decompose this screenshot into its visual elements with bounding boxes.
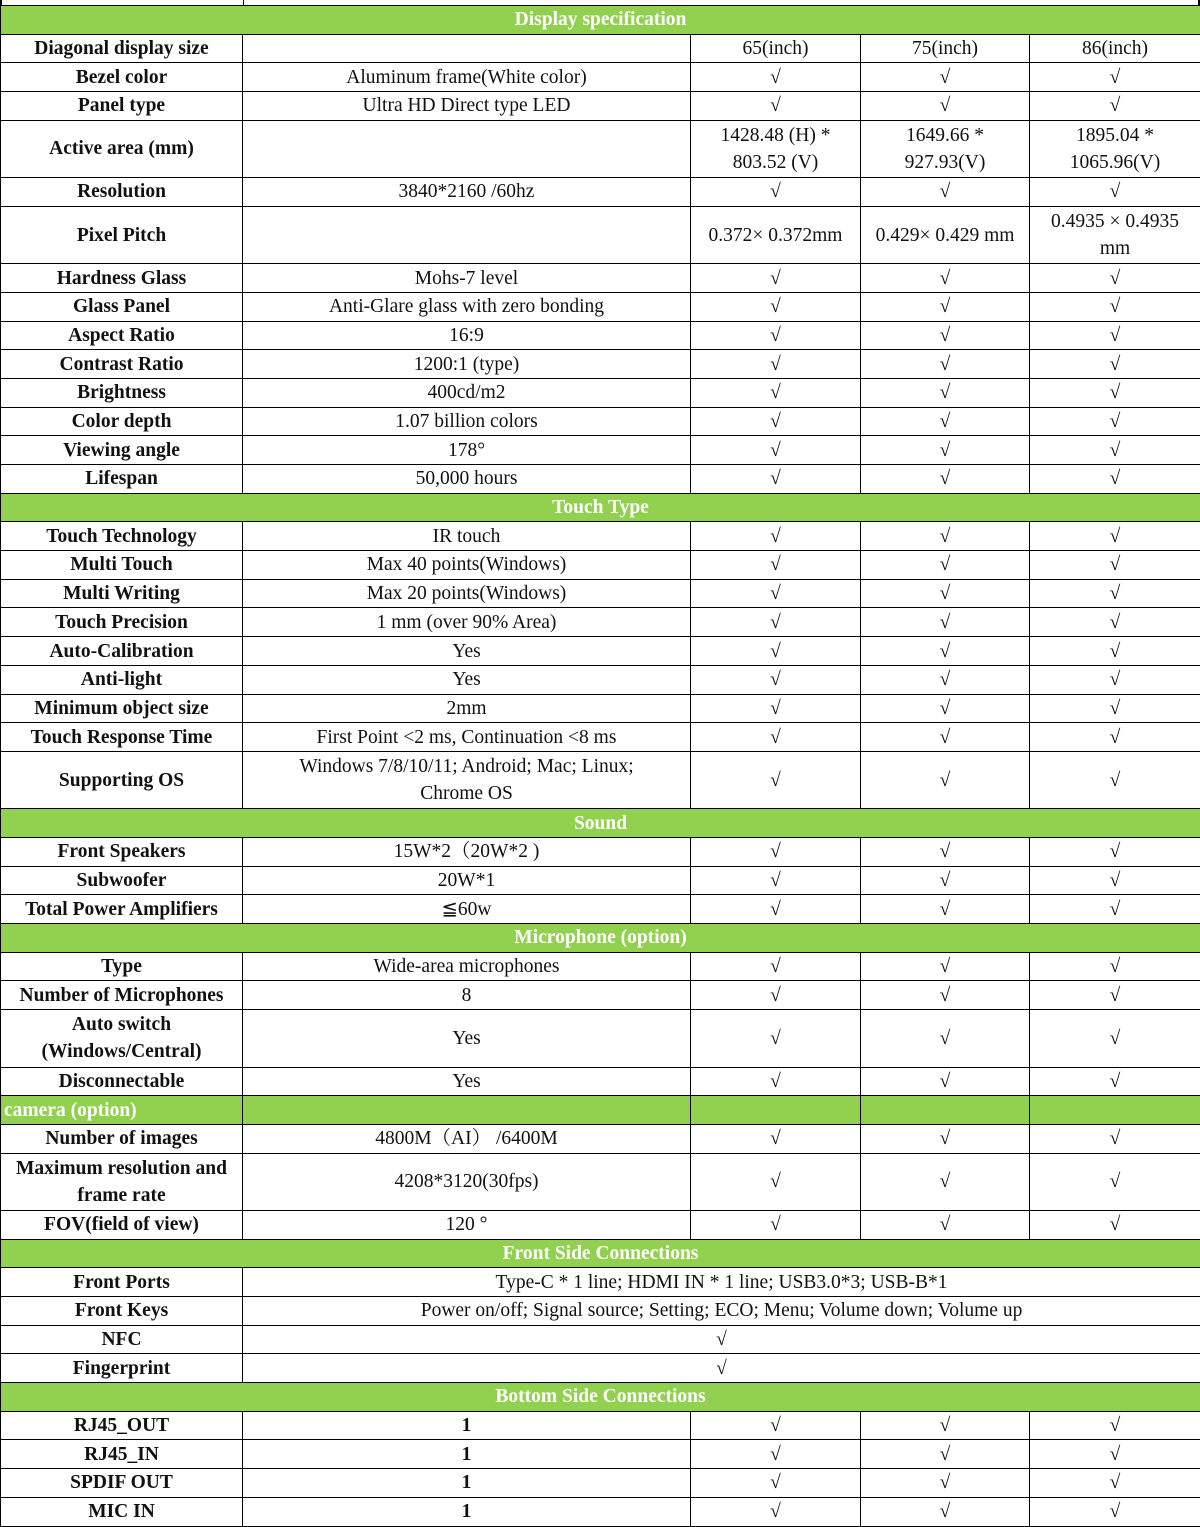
- value-65-inch: √: [691, 63, 861, 92]
- value-86-inch: 1895.04 * 1065.96(V): [1030, 120, 1200, 177]
- spec-value: 4208*3120(30fps): [243, 1153, 691, 1210]
- value-65-inch: √: [691, 637, 861, 666]
- value-86-inch: √: [1030, 378, 1200, 407]
- value-65-inch: √: [691, 579, 861, 608]
- value-86-inch: √: [1030, 92, 1200, 121]
- spec-label: Touch Response Time: [1, 723, 243, 752]
- table-row: [1, 1354, 1200, 1383]
- section-title: Bottom Side Connections: [1, 1383, 1200, 1412]
- spec-value: ≦60w: [243, 895, 691, 924]
- value-86-inch: √: [1030, 321, 1200, 350]
- value-86-inch: 0.4935 × 0.4935 mm: [1030, 206, 1200, 263]
- spec-label: RJ45_IN: [1, 1440, 243, 1469]
- table-row: [1, 694, 1200, 723]
- value-75-inch: √: [861, 866, 1030, 895]
- value-65-inch: [691, 1096, 861, 1125]
- spec-value: 1 mm (over 90% Area): [243, 608, 691, 637]
- table-row: [1, 1297, 1200, 1326]
- spec-label: Front Speakers: [1, 837, 243, 866]
- value-75-inch: √: [861, 637, 1030, 666]
- value-65-inch: √: [691, 350, 861, 379]
- value-86-inch: √: [1030, 837, 1200, 866]
- value-75-inch: √: [861, 665, 1030, 694]
- table-row: [1, 407, 1200, 436]
- spec-label: Multi Touch: [1, 551, 243, 580]
- value-75-inch: √: [861, 895, 1030, 924]
- spec-label: Auto switch (Windows/Central): [1, 1010, 243, 1067]
- spec-label: Lifespan: [1, 465, 243, 494]
- spec-value: 1200:1 (type): [243, 350, 691, 379]
- spec-label: Contrast Ratio: [1, 350, 243, 379]
- spec-value: [243, 206, 691, 263]
- table-row: [1, 551, 1200, 580]
- spec-value: 16:9: [243, 321, 691, 350]
- table-row: [1, 1268, 1200, 1297]
- spec-value: 3840*2160 /60hz: [243, 178, 691, 207]
- value-75-inch: √: [861, 952, 1030, 981]
- value-86-inch: √: [1030, 1153, 1200, 1210]
- table-row: [1, 895, 1200, 924]
- table-row: [1, 1124, 1200, 1153]
- table-row: [1, 608, 1200, 637]
- spec-label: Aspect Ratio: [1, 321, 243, 350]
- spec-value: IR touch: [243, 522, 691, 551]
- value-75-inch: √: [861, 1124, 1030, 1153]
- value-86-inch: √: [1030, 1497, 1200, 1526]
- spec-label: Active area (mm): [1, 120, 243, 177]
- spec-value: 178°: [243, 436, 691, 465]
- spec-value: 1: [243, 1411, 691, 1440]
- value-65-inch: √: [691, 321, 861, 350]
- section-title: Microphone (option): [1, 924, 1200, 953]
- value-75-inch: √: [861, 981, 1030, 1010]
- value-86-inch: √: [1030, 522, 1200, 551]
- spec-value: Wide-area microphones: [243, 952, 691, 981]
- section-header-camera: [1, 1096, 1200, 1125]
- value-75-inch: √: [861, 292, 1030, 321]
- value-75-inch: √: [861, 178, 1030, 207]
- value-86-inch: √: [1030, 551, 1200, 580]
- spec-value: √: [243, 1354, 1200, 1383]
- value-65-inch: √: [691, 866, 861, 895]
- value-65-inch: √: [691, 1411, 861, 1440]
- spec-label: Type: [1, 952, 243, 981]
- value-65-inch: √: [691, 292, 861, 321]
- spec-value: Mohs-7 level: [243, 264, 691, 293]
- spec-label: FOV(field of view): [1, 1210, 243, 1239]
- spec-label: Total Power Amplifiers: [1, 895, 243, 924]
- value-86-inch: √: [1030, 1067, 1200, 1096]
- spec-value: Yes: [243, 1067, 691, 1096]
- table-row: [1, 1469, 1200, 1498]
- spec-label: NFC: [1, 1325, 243, 1354]
- table-row: [1, 866, 1200, 895]
- value-65-inch: √: [691, 1469, 861, 1498]
- spec-label: Touch Precision: [1, 608, 243, 637]
- value-65-inch: √: [691, 837, 861, 866]
- value-75-inch: √: [861, 1153, 1030, 1210]
- value-65-inch: 0.372× 0.372mm: [691, 206, 861, 263]
- value-86-inch: √: [1030, 1010, 1200, 1067]
- value-75-inch: √: [861, 579, 1030, 608]
- table-row: [1, 350, 1200, 379]
- value-86-inch: √: [1030, 350, 1200, 379]
- value-75-inch: √: [861, 723, 1030, 752]
- value-65-inch: √: [691, 92, 861, 121]
- value-86-inch: √: [1030, 579, 1200, 608]
- spec-label: Multi Writing: [1, 579, 243, 608]
- spec-value: [243, 1096, 691, 1125]
- value-86-inch: √: [1030, 895, 1200, 924]
- table-row: [1, 1325, 1200, 1354]
- value-75-inch: √: [861, 63, 1030, 92]
- spec-label: Bezel color: [1, 63, 243, 92]
- value-86-inch: √: [1030, 723, 1200, 752]
- value-86-inch: √: [1030, 178, 1200, 207]
- table-row: [1, 436, 1200, 465]
- value-65-inch: √: [691, 723, 861, 752]
- value-65-inch: √: [691, 1010, 861, 1067]
- value-75-inch: √: [861, 1469, 1030, 1498]
- spec-value: 4800M（AI） /6400M: [243, 1124, 691, 1153]
- spec-value: Max 20 points(Windows): [243, 579, 691, 608]
- spec-value: Yes: [243, 665, 691, 694]
- value-86-inch: √: [1030, 608, 1200, 637]
- spec-label: Front Ports: [1, 1268, 243, 1297]
- section-header-front-side-connections: [1, 1239, 1200, 1268]
- table-row: [1, 120, 1200, 177]
- table-row: [1, 292, 1200, 321]
- table-row: [1, 178, 1200, 207]
- value-65-inch: 65(inch): [691, 34, 861, 63]
- value-86-inch: √: [1030, 1124, 1200, 1153]
- table-row: [1, 92, 1200, 121]
- value-86-inch: √: [1030, 1469, 1200, 1498]
- value-65-inch: √: [691, 694, 861, 723]
- value-75-inch: √: [861, 1440, 1030, 1469]
- spec-label: camera (option): [1, 1096, 243, 1125]
- spec-label: Anti-light: [1, 665, 243, 694]
- table-row: [1, 522, 1200, 551]
- value-86-inch: [1030, 1096, 1200, 1125]
- value-65-inch: √: [691, 407, 861, 436]
- value-86-inch: √: [1030, 981, 1200, 1010]
- spec-value: √: [243, 1325, 1200, 1354]
- table-top-edge: [0, 0, 1200, 5]
- spec-label: Color depth: [1, 407, 243, 436]
- value-75-inch: √: [861, 1210, 1030, 1239]
- section-header-touch-type: [1, 493, 1200, 522]
- table-row: [1, 637, 1200, 666]
- value-86-inch: √: [1030, 637, 1200, 666]
- value-65-inch: √: [691, 1153, 861, 1210]
- spec-label: Number of images: [1, 1124, 243, 1153]
- value-75-inch: √: [861, 551, 1030, 580]
- spec-label: Minimum object size: [1, 694, 243, 723]
- value-86-inch: √: [1030, 751, 1200, 808]
- value-65-inch: √: [691, 608, 861, 637]
- value-75-inch: 75(inch): [861, 34, 1030, 63]
- value-75-inch: √: [861, 522, 1030, 551]
- table-row: [1, 321, 1200, 350]
- value-86-inch: √: [1030, 292, 1200, 321]
- table-row: [1, 579, 1200, 608]
- spec-value: Aluminum frame(White color): [243, 63, 691, 92]
- spec-value: 50,000 hours: [243, 465, 691, 494]
- spec-value: Windows 7/8/10/11; Android; Mac; Linux; Chrome OS: [243, 751, 691, 808]
- table-row: [1, 952, 1200, 981]
- table-row: [1, 665, 1200, 694]
- value-65-inch: √: [691, 981, 861, 1010]
- value-65-inch: √: [691, 1210, 861, 1239]
- section-header-bottom-side-connections: [1, 1383, 1200, 1412]
- table-row: [1, 1497, 1200, 1526]
- spec-value: 8: [243, 981, 691, 1010]
- value-65-inch: √: [691, 1497, 861, 1526]
- spec-label: Brightness: [1, 378, 243, 407]
- value-86-inch: √: [1030, 1411, 1200, 1440]
- spec-label: Pixel Pitch: [1, 206, 243, 263]
- section-title: Display specification: [1, 6, 1200, 35]
- table-row: [1, 264, 1200, 293]
- value-86-inch: 86(inch): [1030, 34, 1200, 63]
- spec-label: Subwoofer: [1, 866, 243, 895]
- spec-value: 20W*1: [243, 866, 691, 895]
- spec-label: Viewing angle: [1, 436, 243, 465]
- table-row: [1, 1210, 1200, 1239]
- value-65-inch: √: [691, 264, 861, 293]
- value-75-inch: √: [861, 321, 1030, 350]
- value-75-inch: √: [861, 264, 1030, 293]
- spec-label: Auto-Calibration: [1, 637, 243, 666]
- value-65-inch: √: [691, 378, 861, 407]
- value-65-inch: √: [691, 952, 861, 981]
- spec-value: 2mm: [243, 694, 691, 723]
- value-65-inch: √: [691, 895, 861, 924]
- value-65-inch: √: [691, 665, 861, 694]
- spec-value: Ultra HD Direct type LED: [243, 92, 691, 121]
- table-row: [1, 378, 1200, 407]
- section-title: Touch Type: [1, 493, 1200, 522]
- spec-value: 400cd/m2: [243, 378, 691, 407]
- section-title: Sound: [1, 809, 1200, 838]
- table-row: [1, 1010, 1200, 1067]
- value-65-inch: √: [691, 465, 861, 494]
- spec-value: 1: [243, 1497, 691, 1526]
- value-75-inch: √: [861, 837, 1030, 866]
- value-86-inch: √: [1030, 465, 1200, 494]
- spec-label: Hardness Glass: [1, 264, 243, 293]
- value-75-inch: √: [861, 1010, 1030, 1067]
- spec-label: Glass Panel: [1, 292, 243, 321]
- table-row: [1, 723, 1200, 752]
- value-75-inch: √: [861, 436, 1030, 465]
- value-75-inch: √: [861, 407, 1030, 436]
- section-header-display-specification: [1, 6, 1200, 35]
- spec-table: [0, 5, 1200, 1527]
- spec-label: Panel type: [1, 92, 243, 121]
- spec-label: RJ45_OUT: [1, 1411, 243, 1440]
- spec-label: Diagonal display size: [1, 34, 243, 63]
- spec-value: Yes: [243, 1010, 691, 1067]
- value-86-inch: √: [1030, 866, 1200, 895]
- value-75-inch: 1649.66 * 927.93(V): [861, 120, 1030, 177]
- value-65-inch: 1428.48 (H) * 803.52 (V): [691, 120, 861, 177]
- spec-value: Max 40 points(Windows): [243, 551, 691, 580]
- value-65-inch: √: [691, 178, 861, 207]
- value-65-inch: √: [691, 436, 861, 465]
- spec-value: 15W*2（20W*2 ): [243, 837, 691, 866]
- value-65-inch: √: [691, 1067, 861, 1096]
- value-86-inch: √: [1030, 694, 1200, 723]
- spec-label: Fingerprint: [1, 1354, 243, 1383]
- spec-label: Touch Technology: [1, 522, 243, 551]
- table-row: [1, 465, 1200, 494]
- spec-label: Resolution: [1, 178, 243, 207]
- table-row: [1, 1411, 1200, 1440]
- spec-value: Yes: [243, 637, 691, 666]
- value-75-inch: √: [861, 1497, 1030, 1526]
- spec-label: Maximum resolution and frame rate: [1, 1153, 243, 1210]
- spec-label: SPDIF OUT: [1, 1469, 243, 1498]
- spec-label: Front Keys: [1, 1297, 243, 1326]
- value-65-inch: √: [691, 1124, 861, 1153]
- value-65-inch: √: [691, 751, 861, 808]
- spec-label: Supporting OS: [1, 751, 243, 808]
- value-65-inch: √: [691, 1440, 861, 1469]
- value-75-inch: √: [861, 1067, 1030, 1096]
- table-row: [1, 1067, 1200, 1096]
- spec-value: First Point <2 ms, Continuation <8 ms: [243, 723, 691, 752]
- spec-value: 1.07 billion colors: [243, 407, 691, 436]
- section-title: Front Side Connections: [1, 1239, 1200, 1268]
- value-65-inch: √: [691, 551, 861, 580]
- value-75-inch: √: [861, 465, 1030, 494]
- table-row: [1, 751, 1200, 808]
- value-75-inch: [861, 1096, 1030, 1125]
- table-row: [1, 1153, 1200, 1210]
- table-row: [1, 206, 1200, 263]
- spec-value: Anti-Glare glass with zero bonding: [243, 292, 691, 321]
- value-86-inch: √: [1030, 264, 1200, 293]
- spec-value: 1: [243, 1469, 691, 1498]
- spec-label: Disconnectable: [1, 1067, 243, 1096]
- spec-value: 1: [243, 1440, 691, 1469]
- value-75-inch: √: [861, 694, 1030, 723]
- value-75-inch: 0.429× 0.429 mm: [861, 206, 1030, 263]
- value-75-inch: √: [861, 751, 1030, 808]
- value-86-inch: √: [1030, 665, 1200, 694]
- value-75-inch: √: [861, 1411, 1030, 1440]
- table-row: [1, 1440, 1200, 1469]
- value-75-inch: √: [861, 92, 1030, 121]
- value-75-inch: √: [861, 608, 1030, 637]
- table-row: [1, 63, 1200, 92]
- value-75-inch: √: [861, 350, 1030, 379]
- table-row: [1, 34, 1200, 63]
- section-header-microphone-option: [1, 924, 1200, 953]
- value-65-inch: √: [691, 522, 861, 551]
- table-row: [1, 837, 1200, 866]
- spec-value: [243, 34, 691, 63]
- value-86-inch: √: [1030, 1440, 1200, 1469]
- section-header-sound: [1, 809, 1200, 838]
- value-86-inch: √: [1030, 407, 1200, 436]
- value-75-inch: √: [861, 378, 1030, 407]
- table-row: [1, 981, 1200, 1010]
- spec-label: MIC IN: [1, 1497, 243, 1526]
- spec-value: [243, 120, 691, 177]
- value-86-inch: √: [1030, 436, 1200, 465]
- value-86-inch: √: [1030, 952, 1200, 981]
- spec-value: Type-C * 1 line; HDMI IN * 1 line; USB3.0*3; USB-B*1: [243, 1268, 1200, 1297]
- value-86-inch: √: [1030, 63, 1200, 92]
- spec-value: 120 °: [243, 1210, 691, 1239]
- value-86-inch: √: [1030, 1210, 1200, 1239]
- spec-label: Number of Microphones: [1, 981, 243, 1010]
- spec-value: Power on/off; Signal source; Setting; ECO; Menu; Volume down; Volume up: [243, 1297, 1200, 1326]
